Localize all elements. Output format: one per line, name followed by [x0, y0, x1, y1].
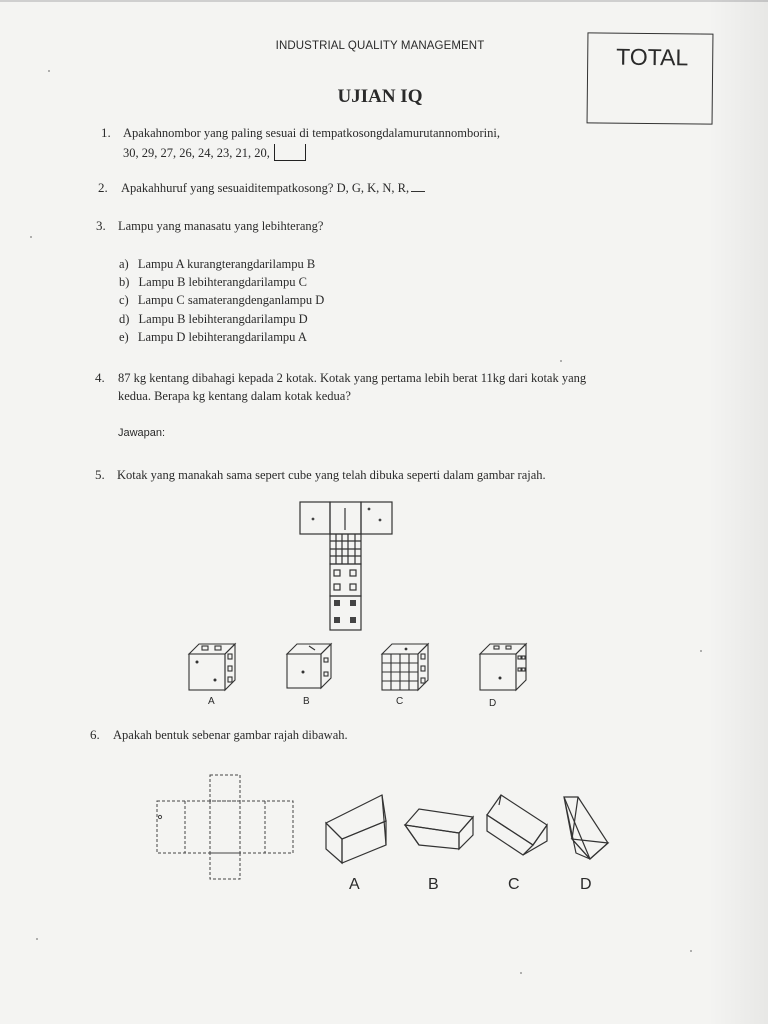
question-5-number: 5.: [95, 467, 105, 482]
shape-label-c: C: [508, 876, 520, 893]
scan-speck: [700, 650, 702, 652]
question-1-answer-box[interactable]: [274, 144, 306, 161]
question-6-number: 6.: [90, 727, 100, 742]
cube-net-diagram: [298, 500, 398, 635]
question-3-text: Lampu yang manasatu yang lebihterang?: [118, 219, 324, 233]
cube-option-d[interactable]: [478, 642, 530, 694]
total-label: TOTAL: [616, 43, 689, 71]
question-2-number: 2.: [98, 180, 108, 195]
question-5-text: Kotak yang manakah sama sepert cube yang telah dibuka seperti dalam gambar rajah.: [117, 468, 546, 482]
question-1-text: Apakahnombor yang paling sesuai di tempatkosongdalamurutannomborini,: [123, 126, 501, 140]
cube-label-c: C: [396, 696, 404, 707]
page-top-edge: [0, 0, 768, 2]
scan-speck: [30, 236, 32, 238]
question-4-text-line-1: 87 kg kentang dibahagi kepada 2 kotak. Kotak yang pertama lebih berat 11kg dari kotak yang: [118, 371, 587, 385]
shape-option-b[interactable]: [403, 805, 475, 851]
question-3-number: 3.: [96, 218, 106, 233]
question-3-option-a: [119, 257, 315, 272]
question-1-number: 1.: [101, 125, 111, 140]
cube-label-d: D: [489, 698, 497, 709]
cube-option-b[interactable]: [285, 642, 335, 692]
question-4-text-line-2: kedua. Berapa kg kentang dalam kotak kedua?: [118, 389, 351, 403]
option-text: Lampu B lebihterangdarilampu C: [138, 275, 307, 289]
option-letter: b): [119, 275, 130, 289]
option-letter: e): [119, 330, 129, 344]
scan-speck: [690, 950, 692, 952]
question-3-option-e: [119, 330, 307, 345]
option-text: Lampu B lebihterangdarilampu D: [138, 312, 308, 326]
option-text: Lampu D lebihterangdarilampu A: [137, 330, 307, 344]
cube-option-c[interactable]: [380, 642, 432, 694]
option-letter: c): [119, 293, 129, 307]
course-title: INDUSTRIAL QUALITY MANAGEMENT: [275, 40, 485, 52]
question-2-blank[interactable]: [411, 191, 425, 192]
question-4-number: 4.: [95, 370, 105, 385]
cube-option-a[interactable]: [187, 642, 239, 694]
option-letter: d): [119, 312, 130, 326]
exam-title: UJIAN IQ: [337, 86, 423, 107]
question-4-answer-label: Jawapan:: [118, 427, 166, 439]
total-score-box: [587, 32, 714, 124]
scan-speck: [36, 938, 38, 940]
shape-label-a: A: [349, 876, 360, 893]
question-3-option-b: [119, 275, 307, 290]
question-3-option-c: [119, 293, 324, 308]
shape-option-a[interactable]: [324, 793, 390, 865]
scan-speck: [48, 70, 50, 72]
prism-net-diagram: [155, 773, 295, 883]
option-text: Lampu A kurangterangdarilampu B: [137, 257, 316, 271]
shape-label-d: D: [580, 876, 592, 893]
question-2-text: [121, 181, 425, 196]
question-2-text-body: Apakahhuruf yang sesuaiditempatkosong? D, G, K, N, R,: [121, 181, 410, 195]
scan-speck: [520, 972, 522, 974]
question-1-sequence: [123, 144, 306, 161]
page-shadow: [708, 0, 768, 1024]
cube-label-a: A: [208, 696, 215, 707]
scan-speck: [560, 360, 562, 362]
option-letter: a): [119, 257, 129, 271]
option-text: Lampu C samaterangdenganlampu D: [137, 293, 325, 307]
shape-option-d[interactable]: [560, 795, 612, 867]
cube-label-b: B: [303, 696, 310, 707]
question-3-option-d: [119, 312, 308, 327]
question-6-text: Apakah bentuk sebenar gambar rajah dibawah.: [113, 728, 348, 742]
shape-label-b: B: [428, 876, 439, 893]
shape-option-c[interactable]: [485, 793, 551, 859]
question-1-sequence-text: 30, 29, 27, 26, 24, 23, 21, 20,: [123, 146, 270, 160]
